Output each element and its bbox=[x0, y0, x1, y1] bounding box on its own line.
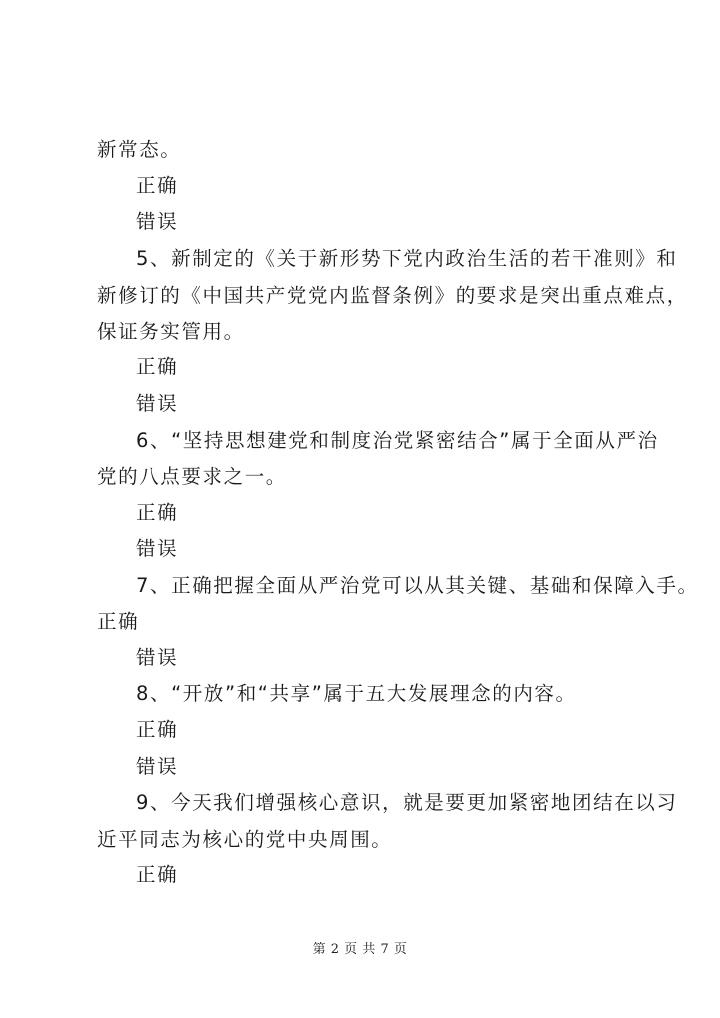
text-line: 党的八点要求之一。 bbox=[97, 465, 287, 488]
question-8: 8、“开放”和“共享”属于五大发展理念的内容。 bbox=[136, 682, 577, 705]
option-correct: 正确 bbox=[136, 501, 179, 524]
option-wrong: 错误 bbox=[136, 210, 179, 233]
option-correct: 正确 bbox=[136, 863, 179, 886]
text-line: 近平同志为核心的党中央周围。 bbox=[97, 828, 393, 851]
option-wrong: 错误 bbox=[136, 537, 179, 560]
option-wrong: 错误 bbox=[136, 646, 179, 669]
option-correct: 正确 bbox=[97, 610, 140, 633]
page-number: 第 2 页 共 7 页 bbox=[312, 942, 408, 957]
option-wrong: 错误 bbox=[136, 755, 179, 778]
option-correct: 正确 bbox=[136, 174, 179, 197]
option-wrong: 错误 bbox=[136, 392, 179, 415]
question-6: 6、“坚持思想建党和制度治党紧密结合”属于全面从严治 bbox=[136, 429, 659, 452]
text-line: 新常态。 bbox=[97, 138, 182, 161]
option-correct: 正确 bbox=[136, 718, 179, 741]
text-line: 新修订的《中国共产党党内监督条例》的要求是突出重点难点， bbox=[97, 284, 688, 307]
question-7: 7、正确把握全面从严治党可以从其关键、基础和保障入手。 bbox=[136, 574, 699, 597]
question-5: 5、新制定的《关于新形势下党内政治生活的若干准则》和 bbox=[136, 247, 678, 270]
option-correct: 正确 bbox=[136, 355, 179, 378]
question-9: 9、今天我们增强核心意识，就是要更加紧密地团结在以习 bbox=[136, 791, 678, 814]
text-line: 保证务实管用。 bbox=[97, 320, 245, 343]
